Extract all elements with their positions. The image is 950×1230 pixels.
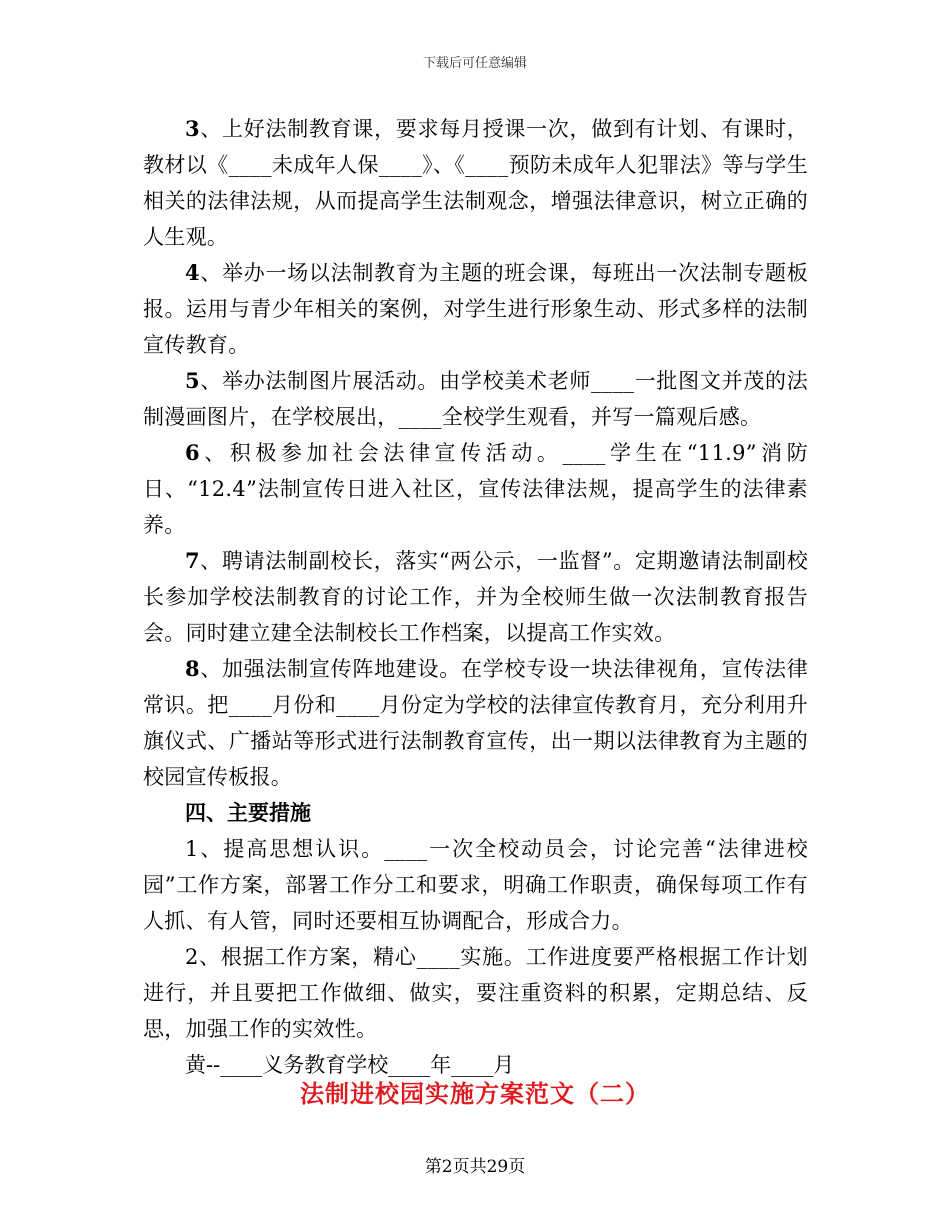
- signature-line: 黄--____义务教育学校____年____月: [185, 1053, 515, 1077]
- item-text: 、聘请法制副校长，落实“两公示，一监督”。定期邀请法制副校长参加学校法制教育的讨论工作，并为全校师生做一次法制教育报告会。同时建立建全法制校长工作档案，以提高工作实效。: [143, 549, 808, 645]
- list-item: [143, 255, 808, 363]
- item-number: 8: [185, 656, 200, 681]
- item-text: 、上好法制教育课，要求每月授课一次，做到有计划、有课时，教材以《____未成年人保____》、《____预防未成年人犯罪法》等与学生相关的法律法规，从而提高学生法制观念，增强法律意识，树立正确的人生观。: [143, 117, 808, 249]
- list-item: [143, 543, 808, 651]
- item-text: 、加强法制宣传阵地建设。在学校专设一块法律视角，宣传法律常识。把____月份和____月份定为学校的法律宣传教育月，充分利用升旗仪式、广播站等形式进行法制教育宣传，出一期以法律教育为主题的校园宣传板报。: [143, 657, 808, 789]
- body-text: [143, 111, 808, 1083]
- list-item: [143, 363, 808, 435]
- list-item: [143, 651, 808, 795]
- item-text: 、举办法制图片展活动。由学校美术老师____一批图文并茂的法制漫画图片，在学校展出，____全校学生观看，并写一篇观后感。: [143, 369, 808, 429]
- next-section-title: 法制进校园实施方案范文（二）: [300, 1079, 650, 1108]
- item-text: 、举办一场以法制教育为主题的班会课，每班出一次法制专题板报。运用与青少年相关的案例，对学生进行形象生动、形式多样的法制宣传教育。: [143, 261, 808, 357]
- page-header: 下载后可任意编辑: [422, 56, 527, 71]
- measure-paragraph: 1、提高思想认识。____一次全校动员会，讨论完善“法律进校园”工作方案，部署工作分工和要求，明确工作职责，确保每项工作有人抓、有人管，同时还要相互协调配合，形成合力。: [143, 837, 808, 933]
- item-number: 3: [185, 116, 200, 141]
- page-footer: 第2页共29页: [424, 1157, 526, 1177]
- measure-paragraph: 2、根据工作方案，精心____实施。工作进度要严格根据工作计划进行，并且要把工作做细、做实，要注重资料的积累，定期总结、反思，加强工作的实效性。: [143, 945, 808, 1041]
- item-number: 4: [185, 260, 200, 285]
- list-item: [143, 435, 808, 543]
- item-number: 7: [185, 548, 200, 573]
- item-number: 6: [185, 440, 200, 465]
- section-heading: 四、主要措施: [185, 800, 311, 825]
- list-item: [143, 111, 808, 255]
- item-text: 、积极参加社会法律宣传活动。____学生在“11.9”消防日、“12.4”法制宣传日进入社区，宣传法律法规，提高学生的法律素养。: [143, 441, 808, 537]
- item-number: 5: [185, 368, 200, 393]
